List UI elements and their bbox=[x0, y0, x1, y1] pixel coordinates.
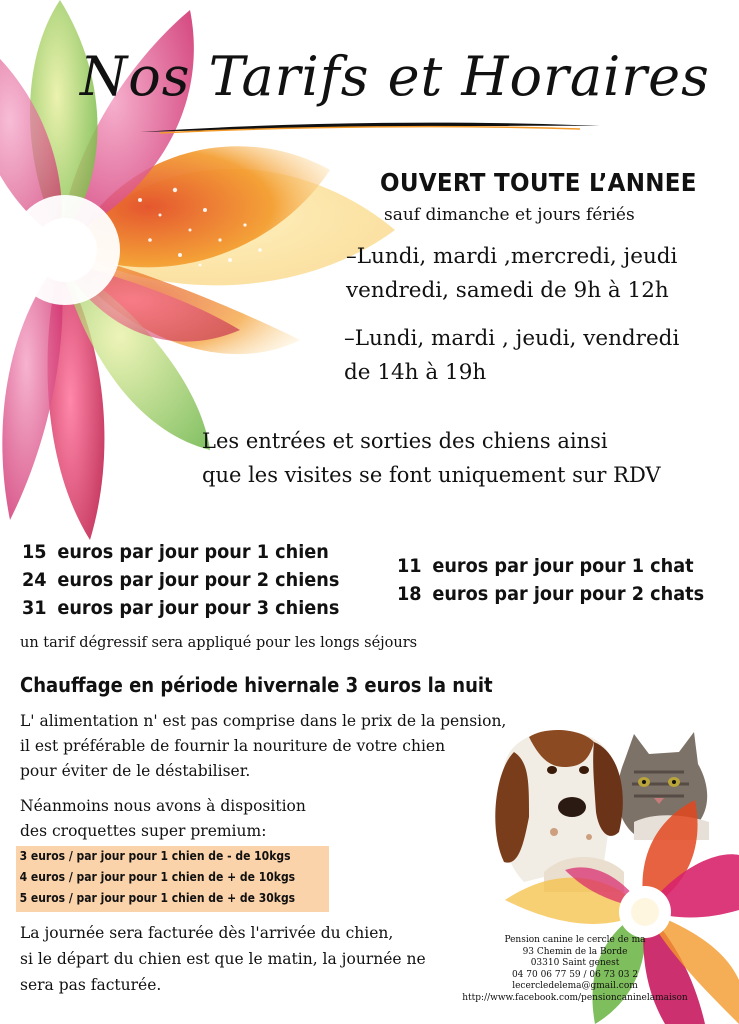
opening-subtitle: sauf dimanche et jours fériés bbox=[384, 205, 635, 225]
title-underline bbox=[140, 120, 600, 134]
price-text: euros par jour pour 1 chien bbox=[57, 541, 329, 563]
price-amount: 24 bbox=[22, 569, 47, 591]
contact-facebook-link[interactable]: http://www.facebook.com/pensioncaninelamaison bbox=[462, 992, 688, 1003]
dog-prices bbox=[22, 538, 339, 622]
food-line1: L' alimentation n' est pas comprise dans le prix de la pension, bbox=[20, 712, 507, 730]
hours-morning-line1: –Lundi, mardi ,mercredi, jeudi bbox=[346, 244, 678, 269]
contact-city: 03310 Saint genest bbox=[530, 958, 620, 968]
price-text: euros par jour pour 2 chiens bbox=[57, 569, 340, 591]
contact-phone: 04 70 06 77 59 / 06 73 03 2 bbox=[511, 969, 639, 980]
cat-prices bbox=[397, 552, 704, 608]
price-row bbox=[397, 580, 704, 608]
price-text: euros par jour pour 1 chat bbox=[432, 555, 694, 577]
croquettes-line1: Néanmoins nous avons à disposition bbox=[20, 797, 306, 815]
contact-email[interactable]: lecercledelema@gmail.com bbox=[512, 981, 638, 991]
hours-afternoon bbox=[344, 322, 679, 390]
price-text: euros par jour pour 2 chats bbox=[432, 583, 705, 605]
billing-line1: La journée sera facturée dès l'arrivée du chien, bbox=[20, 924, 394, 942]
price-amount: 11 bbox=[397, 555, 422, 577]
croquette-price: 5 euros / par jour pour 1 chien de + de 30kgs bbox=[19, 891, 296, 905]
croquettes-line2: des croquettes super premium: bbox=[20, 822, 267, 840]
opening-title: OUVERT TOUTE L’ANNEE bbox=[380, 168, 697, 197]
hours-afternoon-line1: –Lundi, mardi , jeudi, vendredi bbox=[344, 326, 680, 351]
hours-morning bbox=[346, 240, 677, 308]
contact-name: Pension canine le cercle de ma bbox=[504, 935, 646, 945]
billing-note bbox=[20, 920, 426, 998]
heating-note: Chauffage en période hivernale 3 euros la nuit bbox=[20, 673, 493, 697]
billing-line2: si le départ du chien est que le matin, la journée ne bbox=[20, 950, 426, 968]
price-row bbox=[397, 552, 704, 580]
hours-morning-line2: vendredi, samedi de 9h à 12h bbox=[346, 278, 669, 303]
price-amount: 31 bbox=[22, 597, 47, 619]
price-row bbox=[22, 538, 339, 566]
rdv-notice bbox=[202, 424, 661, 492]
price-row bbox=[22, 566, 339, 594]
food-line3: pour éviter de le déstabiliser. bbox=[20, 762, 251, 780]
billing-line3: sera pas facturée. bbox=[20, 976, 162, 994]
food-note bbox=[20, 709, 506, 784]
food-line2: il est préférable de fournir la nouriture de votre chien bbox=[20, 737, 446, 755]
hours-afternoon-line2: de 14h à 19h bbox=[344, 360, 487, 385]
contact-info bbox=[450, 935, 700, 1004]
croquettes-note bbox=[20, 794, 306, 844]
degressive-note: un tarif dégressif sera appliqué pour les longs séjours bbox=[20, 635, 418, 651]
page-title: Nos Tarifs et Horaires bbox=[80, 45, 710, 108]
price-amount: 15 bbox=[22, 541, 47, 563]
rdv-line1: Les entrées et sorties des chiens ainsi bbox=[202, 429, 608, 453]
rdv-line2: que les visites se font uniquement sur RDV bbox=[202, 463, 661, 487]
contact-street: 93 Chemin de la Borde bbox=[522, 946, 628, 957]
croquette-price: 4 euros / par jour pour 1 chien de + de 10kgs bbox=[19, 870, 296, 884]
price-row bbox=[22, 594, 339, 622]
price-amount: 18 bbox=[397, 583, 422, 605]
croquette-price: 3 euros / par jour pour 1 chien de - de 10kgs bbox=[19, 849, 291, 863]
price-text: euros par jour pour 3 chiens bbox=[57, 597, 340, 619]
croquette-price-box bbox=[16, 846, 329, 912]
